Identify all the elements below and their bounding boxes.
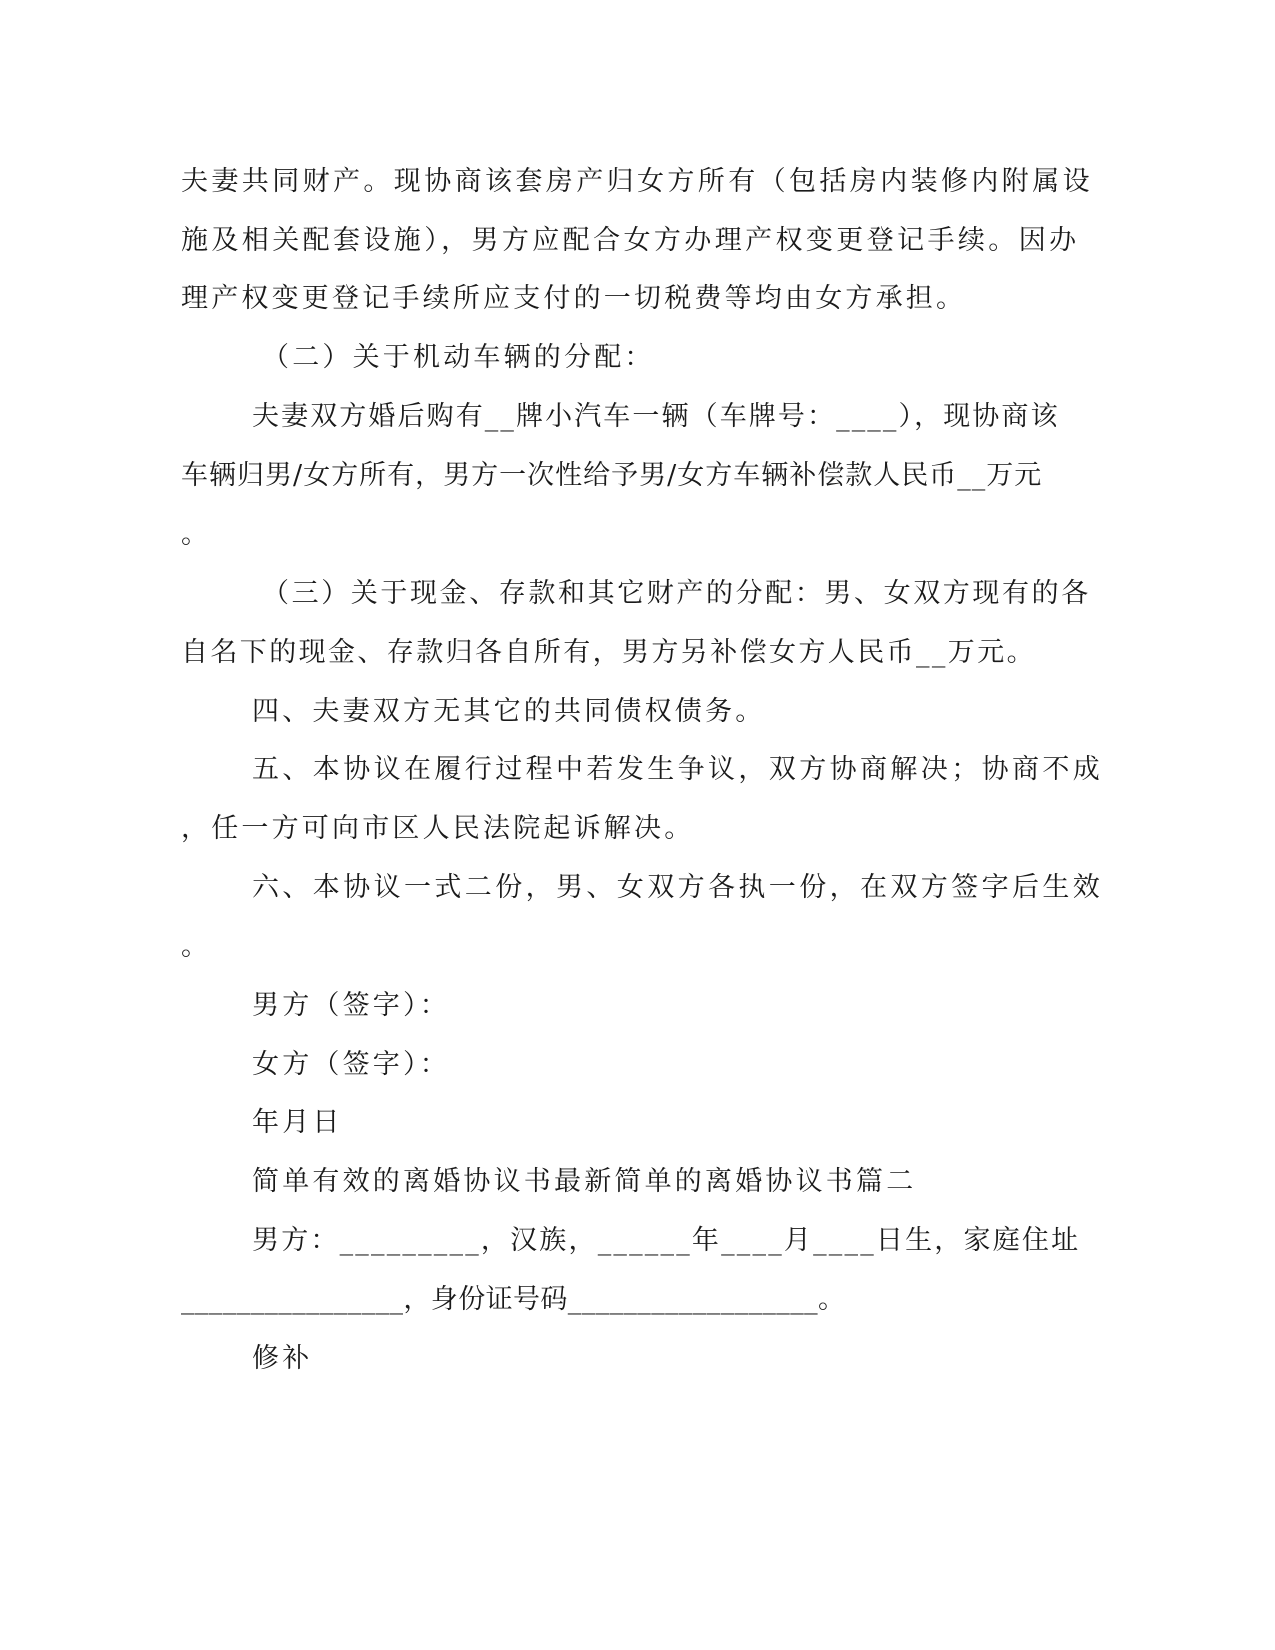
clause-four: 四、夫妻双方无其它的共同债权债务。 xyxy=(252,696,766,727)
male-party-info: 男方：_________，汉族，______年____月____日生，家庭住址 xyxy=(252,1225,1081,1256)
section-heading-cash: （三）关于现金、存款和其它财产的分配：男、女双方现有的各 xyxy=(262,578,1091,609)
paragraph-line: 夫妻共同财产。现协商该套房产归女方所有（包括房内装修内附属设 xyxy=(181,166,1093,197)
date-label: 年月日 xyxy=(252,1107,343,1138)
female-signature-label: 女方（签字）： xyxy=(252,1049,450,1080)
male-signature-label: 男方（签字）： xyxy=(252,990,450,1021)
paragraph-line: 夫妻双方婚后购有__牌小汽车一辆（车牌号：____），现协商该 xyxy=(252,401,1060,432)
section-heading-vehicles: （二）关于机动车辆的分配： xyxy=(262,342,655,373)
paragraph-line: 。 xyxy=(181,931,212,962)
clause-six: 六、本协议一式二份，男、女双方各执一份，在双方签字后生效 xyxy=(252,872,1104,903)
paragraph-line: 。 xyxy=(181,519,212,550)
paragraph-line: 理产权变更登记手续所应支付的一切税费等均由女方承担。 xyxy=(181,283,967,314)
paragraph-line: 施及相关配套设施），男方应配合女方办理产权变更登记手续。因办 xyxy=(181,225,1080,256)
paragraph-line: ，任一方可向市区人民法院起诉解决。 xyxy=(181,813,695,844)
paragraph-line: 修补 xyxy=(252,1343,313,1374)
male-party-id-line: ________________，身份证号码__________________。 xyxy=(181,1284,846,1315)
paragraph-line: 车辆归男/女方所有，男方一次性给予男/女方车辆补偿款人民币__万元 xyxy=(181,460,1043,491)
paragraph-line: 自名下的现金、存款归各自所有，男方另补偿女方人民币__万元。 xyxy=(181,637,1036,668)
clause-five: 五、本协议在履行过程中若发生争议，双方协商解决；协商不成 xyxy=(252,754,1104,785)
section-title-part-two: 简单有效的离婚协议书最新简单的离婚协议书篇二 xyxy=(252,1166,917,1197)
